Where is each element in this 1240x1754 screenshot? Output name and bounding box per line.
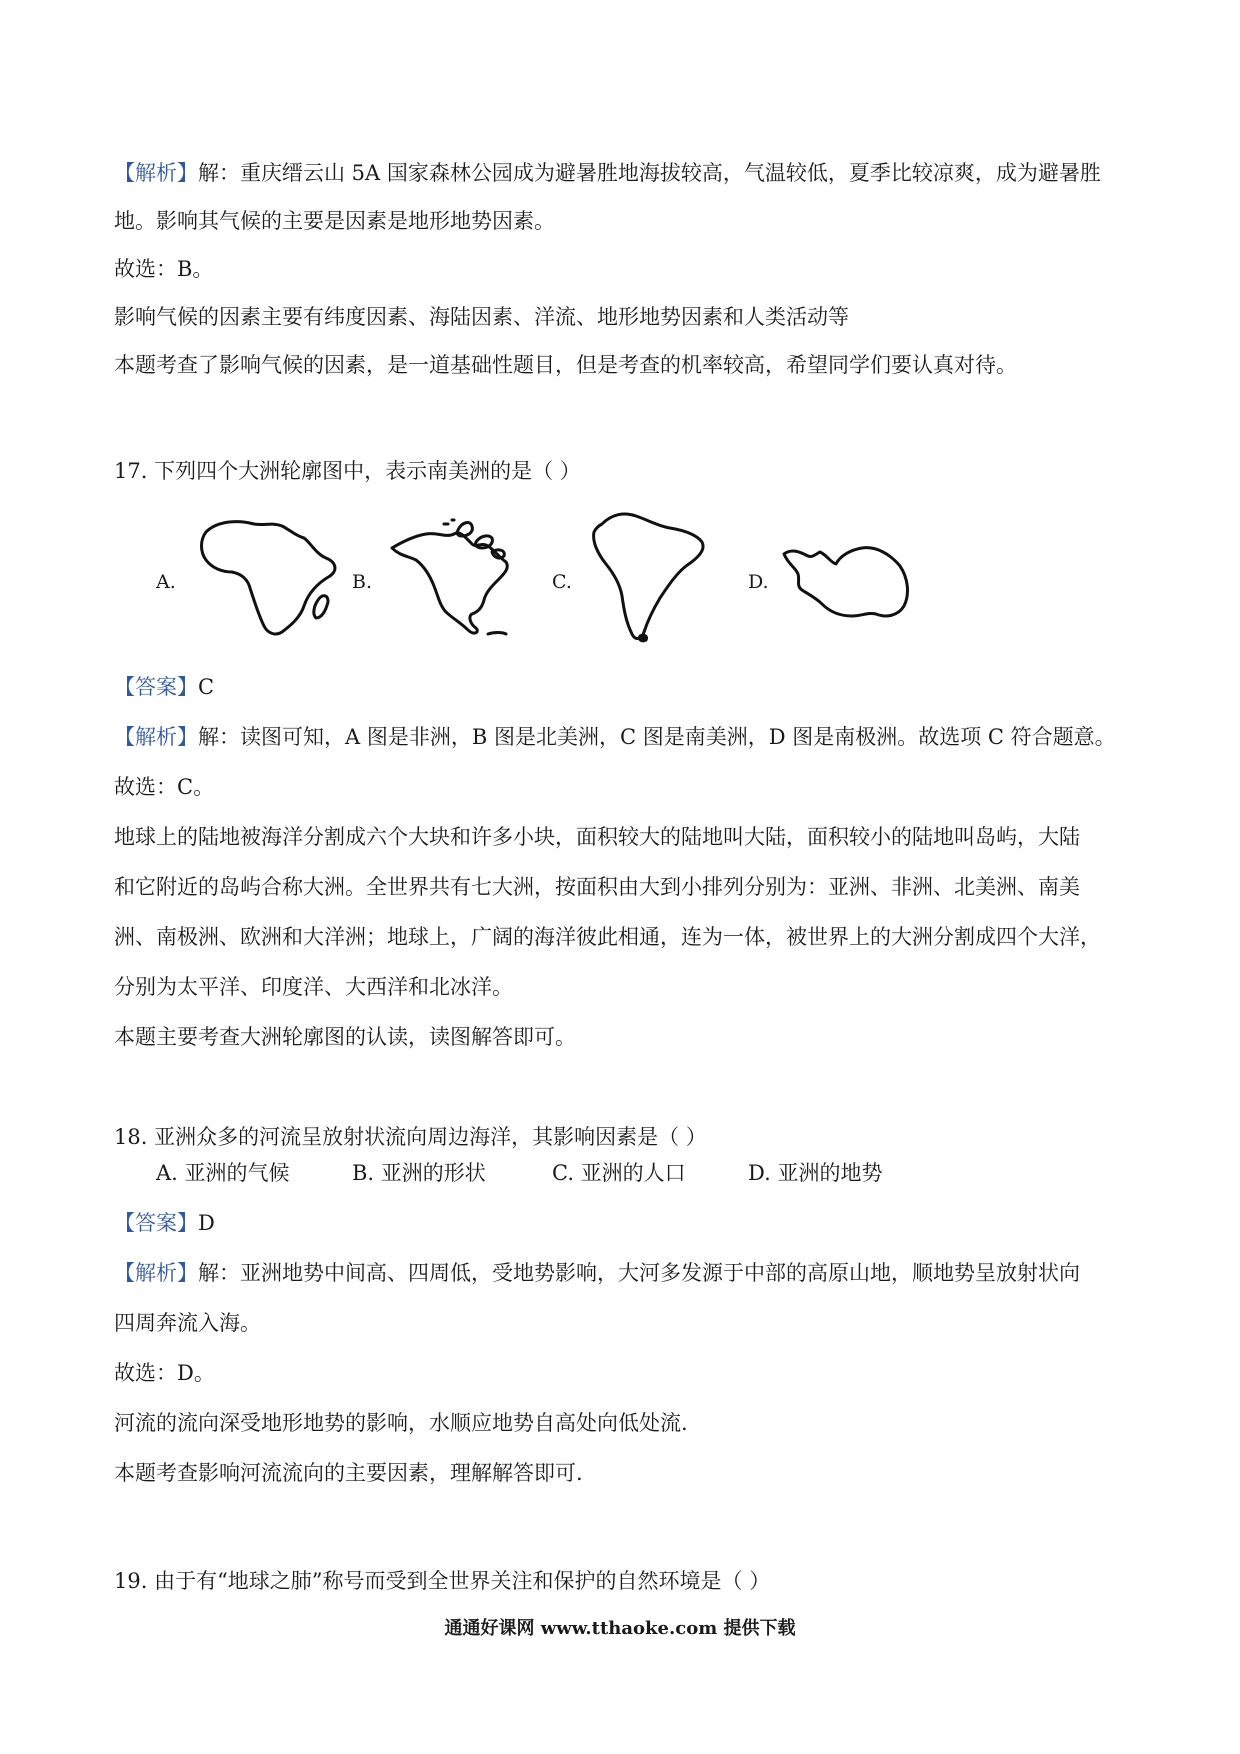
analysis-tag: 【解析】 [114, 161, 198, 185]
south-america-outline-icon [584, 508, 710, 646]
option-d-label: D. [748, 571, 769, 593]
q19-question: 19. 由于有“地球之肺”称号而受到全世界关注和保护的自然环境是（ ） [114, 1569, 771, 1593]
north-america-outline-icon [388, 516, 526, 646]
q17-note-line-4: 分别为太平洋、印度洋、大西洋和北冰洋。 [114, 975, 513, 999]
q18-option-c: C. 亚洲的人口 [552, 1161, 686, 1185]
q17-choice: 故选：C。 [114, 775, 215, 799]
q18-analysis-line-1: 【解析】解：亚洲地势中间高、四周低，受地势影响，大河多发源于中部的高原山地，顺地势呈放射状向 [114, 1261, 1080, 1285]
q18-note-line-1: 河流的流向深受地形地势的影响，水顺应地势自高处向低处流. [114, 1411, 688, 1435]
q18-analysis-line-2: 四周奔流入海。 [114, 1311, 261, 1335]
q16-analysis-line-1: 【解析】解：重庆缙云山 5A 国家森林公园成为避暑胜地海拔较高，气温较低，夏季比较凉爽，成为避暑胜 [114, 161, 1101, 185]
option-c-label: C. [552, 571, 572, 593]
answer-tag: 【答案】 [114, 1211, 198, 1235]
q18-question: 18. 亚洲众多的河流呈放射状流向周边海洋，其影响因素是（ ） [114, 1125, 707, 1149]
analysis-tag: 【解析】 [114, 1261, 198, 1285]
answer-value: D [198, 1211, 215, 1235]
q17-note-line-5: 本题主要考查大洲轮廓图的认读，读图解答即可。 [114, 1025, 576, 1049]
q17-answer [114, 672, 214, 702]
q16-note-line-2: 本题考查了影响气候的因素，是一道基础性题目，但是考查的机率较高，希望同学们要认真对待。 [114, 353, 1017, 377]
q18-option-d: D. 亚洲的地势 [748, 1161, 883, 1185]
q16-analysis-line-2: 地。影响其气候的主要是因素是地形地势因素。 [114, 209, 555, 233]
q18-answer [114, 1208, 215, 1238]
option-a-label: A. [156, 571, 176, 593]
option-b-label: B. [352, 571, 373, 593]
q16-note-line-1: 影响气候的因素主要有纬度因素、海陆因素、洋流、地形地势因素和人类活动等 [114, 305, 849, 329]
q17-note-line-2: 和它附近的岛屿合称大洲。全世界共有七大洲，按面积由大到小排列分别为：亚洲、非洲、北美洲、南美 [114, 875, 1080, 899]
q17-note-line-1: 地球上的陆地被海洋分割成六个大块和许多小块，面积较大的陆地叫大陆，面积较小的陆地叫岛屿，大陆 [114, 825, 1080, 849]
q17-question: 17. 下列四个大洲轮廓图中，表示南美洲的是（ ） [114, 459, 581, 483]
q18-note-line-2: 本题考查影响河流流向的主要因素，理解解答即可. [114, 1461, 583, 1485]
analysis-tag: 【解析】 [114, 725, 198, 749]
q17-note-line-3: 洲、南极洲、欧洲和大洋洲；地球上，广阔的海洋彼此相通，连为一体，被世界上的大洲分割成四个大洋， [114, 925, 1101, 949]
q18-option-a: A. 亚洲的气候 [156, 1161, 290, 1185]
answer-tag: 【答案】 [114, 675, 198, 699]
antarctica-outline-icon [780, 542, 912, 622]
q18-option-b: B. 亚洲的形状 [352, 1161, 486, 1185]
africa-outline-icon [192, 514, 342, 638]
q16-choice: 故选：B。 [114, 257, 214, 281]
page-footer: 通通好课网 www.tthaoke.com 提供下载 [444, 1618, 796, 1639]
q18-choice: 故选：D。 [114, 1361, 215, 1385]
q17-analysis-line-1: 【解析】解：读图可知，A 图是非洲，B 图是北美洲，C 图是南美洲，D 图是南极洲。故选项 C 符合题意。 [114, 725, 1116, 749]
answer-value: C [198, 675, 215, 699]
